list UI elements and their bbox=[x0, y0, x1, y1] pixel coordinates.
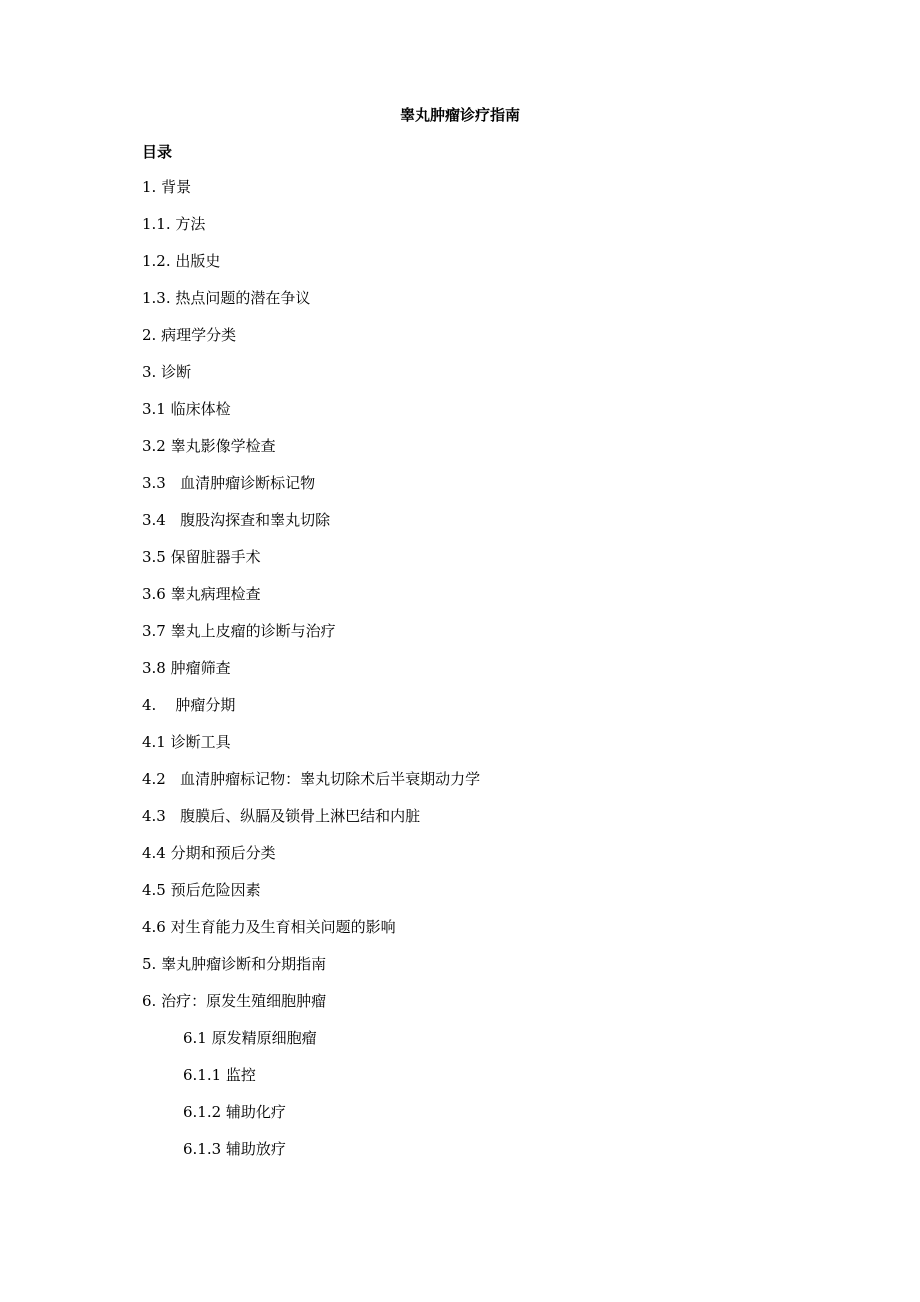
toc-item: 1. 背景 bbox=[142, 178, 192, 196]
toc-item: 4.1 诊断工具 bbox=[142, 733, 231, 751]
document-title: 睾丸肿瘤诊疗指南 bbox=[399, 106, 520, 124]
toc-item: 3.7 睾丸上皮瘤的诊断与治疗 bbox=[142, 622, 336, 640]
toc-item: 4.4 分期和预后分类 bbox=[142, 844, 276, 862]
table-of-contents bbox=[0, 176, 920, 1175]
toc-item: 5. 睾丸肿瘤诊断和分期指南 bbox=[142, 955, 327, 973]
toc-item: 4.2 血清肿瘤标记物：睾丸切除术后半衰期动力学 bbox=[142, 770, 481, 788]
toc-item: 3.4 腹股沟探查和睾丸切除 bbox=[142, 511, 331, 529]
toc-item: 1.3. 热点问题的潜在争议 bbox=[142, 289, 311, 307]
toc-item: 3.5 保留脏器手术 bbox=[142, 548, 261, 566]
toc-heading: 目录 bbox=[142, 143, 173, 161]
toc-item: 4. 肿瘤分期 bbox=[142, 696, 236, 714]
toc-item: 6.1.1 监控 bbox=[183, 1066, 256, 1084]
toc-item: 3.6 睾丸病理检查 bbox=[142, 585, 261, 603]
toc-item: 3.3 血清肿瘤诊断标记物 bbox=[142, 474, 316, 492]
toc-item: 3.8 肿瘤筛查 bbox=[142, 659, 231, 677]
toc-item: 4.3 腹膜后、纵膈及锁骨上淋巴结和内脏 bbox=[142, 807, 421, 825]
toc-item: 4.6 对生育能力及生育相关问题的影响 bbox=[142, 918, 396, 936]
toc-item: 1.2. 出版史 bbox=[142, 252, 221, 270]
toc-item: 3. 诊断 bbox=[142, 363, 192, 381]
toc-item: 3.1 临床体检 bbox=[142, 400, 231, 418]
toc-item: 6.1.3 辅助放疗 bbox=[183, 1140, 286, 1158]
toc-item: 3.2 睾丸影像学检查 bbox=[142, 437, 276, 455]
toc-item: 4.5 预后危险因素 bbox=[142, 881, 261, 899]
toc-item: 1.1. 方法 bbox=[142, 215, 206, 233]
toc-item: 6.1 原发精原细胞瘤 bbox=[183, 1029, 317, 1047]
toc-item: 6.1.2 辅助化疗 bbox=[183, 1103, 286, 1121]
toc-item: 6. 治疗：原发生殖细胞肿瘤 bbox=[142, 992, 327, 1010]
toc-item: 2. 病理学分类 bbox=[142, 326, 237, 344]
